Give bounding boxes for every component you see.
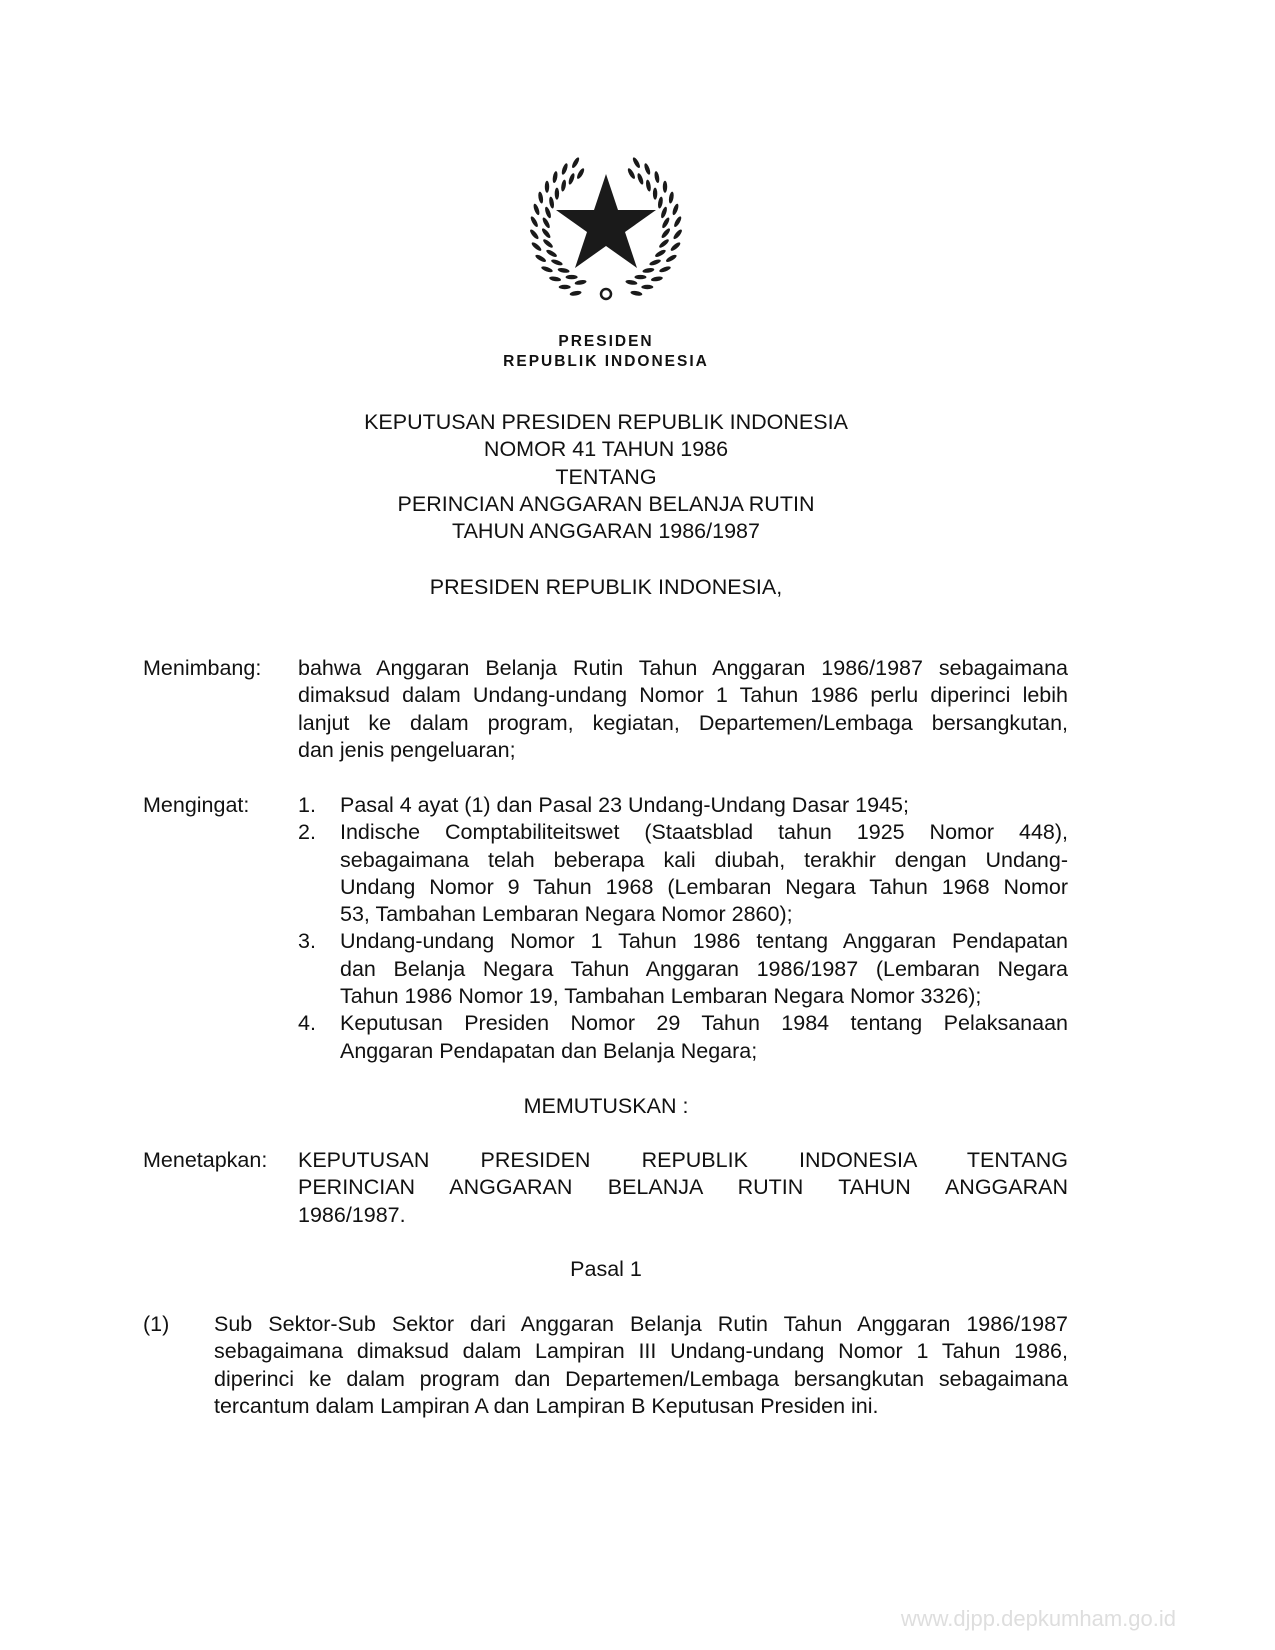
wreath-leaf <box>657 196 663 209</box>
wreath-leaf <box>537 191 543 204</box>
text-line: dan Belanja Negara Tahun Anggaran 1986/1987 (Lembaran Negara <box>340 956 1068 981</box>
text-line: 53, Tambahan Lembaran Negara Nomor 2860); <box>340 902 793 927</box>
wreath-leaf <box>653 188 657 200</box>
wreath-leaf <box>559 285 571 289</box>
wreath-leaf <box>658 238 670 249</box>
list-item-text <box>340 819 1068 928</box>
wreath-leaf <box>672 228 683 240</box>
text-line: Indische Comptabiliteitswet (Staatsblad tahun 1925 Nomor 448), <box>340 820 1068 845</box>
text-line: PERINCIAN ANGGARAN BELANJA RUTIN <box>397 491 815 516</box>
wreath-leaf <box>663 181 667 193</box>
wreath-leaf <box>561 163 569 176</box>
list-item <box>298 1010 1068 1065</box>
wreath-leaf <box>631 156 641 169</box>
list-item <box>298 819 1068 928</box>
wreath-leaf <box>659 265 672 273</box>
wreath-leaf <box>634 275 646 279</box>
mengingat-list <box>298 792 1068 1065</box>
menimbang-text <box>298 655 1068 764</box>
text-line: bahwa Anggaran Belanja Rutin Tahun Anggaran 1986/1987 sebagaimana <box>298 656 1068 680</box>
wreath-leaf <box>642 267 655 273</box>
wreath-leaf <box>673 215 683 228</box>
wreath-leaf <box>548 196 554 209</box>
text-line: Undang Nomor 9 Tahun 1968 (Lembaran Negara Tahun 1968 Nomor <box>340 874 1068 899</box>
wreath-leaf <box>671 203 679 216</box>
garuda-star-emblem-icon <box>526 148 686 308</box>
text-line: 1986/1987. <box>298 1202 406 1227</box>
watermark: www.djpp.depkumham.go.id <box>900 1606 1176 1631</box>
wreath-leaf <box>529 215 539 228</box>
text-line: diperinci ke dalam program dan Departemen/Lembaga bersangkutan sebagaimana <box>214 1366 1068 1391</box>
list-item-number: 1. <box>298 793 316 817</box>
text-line: Anggaran Pendapatan dan Belanja Negara; <box>340 1038 758 1063</box>
wreath-leaf <box>651 276 664 282</box>
menimbang-label: Menimbang: <box>143 656 262 680</box>
wreath-leaf <box>626 167 636 180</box>
list-item <box>298 928 1068 1010</box>
list-item-text <box>340 1010 1068 1065</box>
pasal-1-clause-text <box>214 1311 1068 1420</box>
emblem-caption <box>0 332 1212 372</box>
list-item-number: 4. <box>298 1011 316 1036</box>
text-line: Sub Sektor-Sub Sektor dari Anggaran Belanja Rutin Tahun Anggaran 1986/1987 <box>214 1312 1068 1336</box>
pasal-1-clause-number: (1) <box>143 1312 170 1336</box>
mengingat-label: Mengingat: <box>143 793 250 817</box>
wreath-leaf <box>630 290 643 296</box>
text-line: NOMOR 41 TAHUN 1986 <box>483 437 729 462</box>
wreath-leaf <box>665 253 678 263</box>
wreath-leaf <box>636 173 644 186</box>
wreath-leaf <box>654 248 667 258</box>
wreath-leaf <box>529 228 540 240</box>
text-line: Keputusan Presiden Nomor 29 Tahun 1984 tentang Pelaksanaan <box>340 1011 1068 1036</box>
wreath-leaf <box>571 156 581 169</box>
wreath-leaf <box>576 167 586 180</box>
wreath-leaf <box>551 258 564 266</box>
document-title <box>0 409 1212 545</box>
emblem-caption-line2: REPUBLIK INDONESIA <box>503 353 709 370</box>
wreath-leaf <box>574 279 587 285</box>
text-line: TAHUN ANGGARAN 1986/1987 <box>452 519 760 544</box>
text-line: tercantum dalam Lampiran A dan Lampiran B Keputusan Presiden ini. <box>214 1393 879 1418</box>
emblem-caption-line1: PRESIDEN <box>558 333 654 350</box>
pasal-1-title: Pasal 1 <box>570 1257 642 1281</box>
list-item-number: 3. <box>298 929 316 954</box>
menetapkan-label: Menetapkan: <box>143 1148 268 1172</box>
text-line: PERINCIAN ANGGARAN BELANJA RUTIN TAHUN ANGGARAN <box>298 1175 1068 1200</box>
wreath-leaf <box>654 171 660 184</box>
text-line: sebagaimana telah beberapa kali diubah, terakhir dengan Undang- <box>340 847 1068 872</box>
text-line: sebagaimana dimaksud dalam Lampiran III Undang-undang Nomor 1 Tahun 1986, <box>214 1339 1068 1364</box>
wreath-leaf <box>557 267 570 273</box>
text-line: Tahun 1986 Nomor 19, Tambahan Lembaran Negara Nomor 3326); <box>340 984 982 1009</box>
wreath-leaf <box>660 206 668 219</box>
list-item <box>298 792 1068 819</box>
wreath-leaf <box>530 241 542 252</box>
wreath-leaf <box>545 248 558 258</box>
wreath-leaf <box>567 173 575 186</box>
text-line: lanjut ke dalam program, kegiatan, Departemen/Lembaga bersangkutan, <box>298 710 1068 735</box>
text-line: TENTANG <box>555 464 657 489</box>
text-line: KEPUTUSAN PRESIDEN REPUBLIK INDONESIA TENTANG <box>298 1148 1068 1172</box>
list-item-text <box>340 928 1068 1010</box>
wreath-leaf <box>566 275 578 279</box>
wreath-leaf <box>668 191 674 204</box>
wreath-leaf <box>641 285 653 289</box>
wreath-leaf <box>569 290 582 296</box>
text-line: dimaksud dalam Undang-undang Nomor 1 Tahun 1986 perlu diperinci lebih <box>298 683 1068 708</box>
wreath-leaf <box>552 171 558 184</box>
list-item-text <box>340 792 1068 819</box>
wreath-leaf <box>625 279 638 285</box>
text-line: dan jenis pengeluaran; <box>298 737 516 762</box>
wreath-leaf <box>541 217 551 230</box>
wreath-leaf <box>661 217 671 230</box>
wreath-leaf <box>660 227 671 239</box>
wreath-leaf <box>541 265 554 273</box>
wreath-leaf <box>560 179 566 192</box>
list-item-number: 2. <box>298 820 316 845</box>
wreath-leaf <box>544 206 552 219</box>
wreath-leaf <box>643 163 651 176</box>
text-line: Pasal 4 ayat (1) dan Pasal 23 Undang-Undang Dasar 1945; <box>340 793 909 817</box>
wreath-leaf <box>532 203 540 216</box>
wreath-leaf <box>541 227 552 239</box>
wreath-leaf <box>555 188 559 200</box>
memutuskan-heading: MEMUTUSKAN : <box>523 1094 689 1118</box>
wreath-leaf <box>645 179 651 192</box>
wreath-leaf <box>669 241 681 252</box>
wreath-leaf <box>649 258 662 266</box>
wreath-leaf <box>534 253 547 263</box>
menetapkan-text <box>298 1147 1068 1229</box>
text-line: KEPUTUSAN PRESIDEN REPUBLIK INDONESIA <box>364 410 848 434</box>
issuer-line: PRESIDEN REPUBLIK INDONESIA, <box>429 575 783 599</box>
wreath-leaf <box>542 238 554 249</box>
wreath-leaf <box>549 276 562 282</box>
text-line: Undang-undang Nomor 1 Tahun 1986 tentang Anggaran Pendapatan <box>340 929 1068 954</box>
wreath-leaf <box>545 181 549 193</box>
